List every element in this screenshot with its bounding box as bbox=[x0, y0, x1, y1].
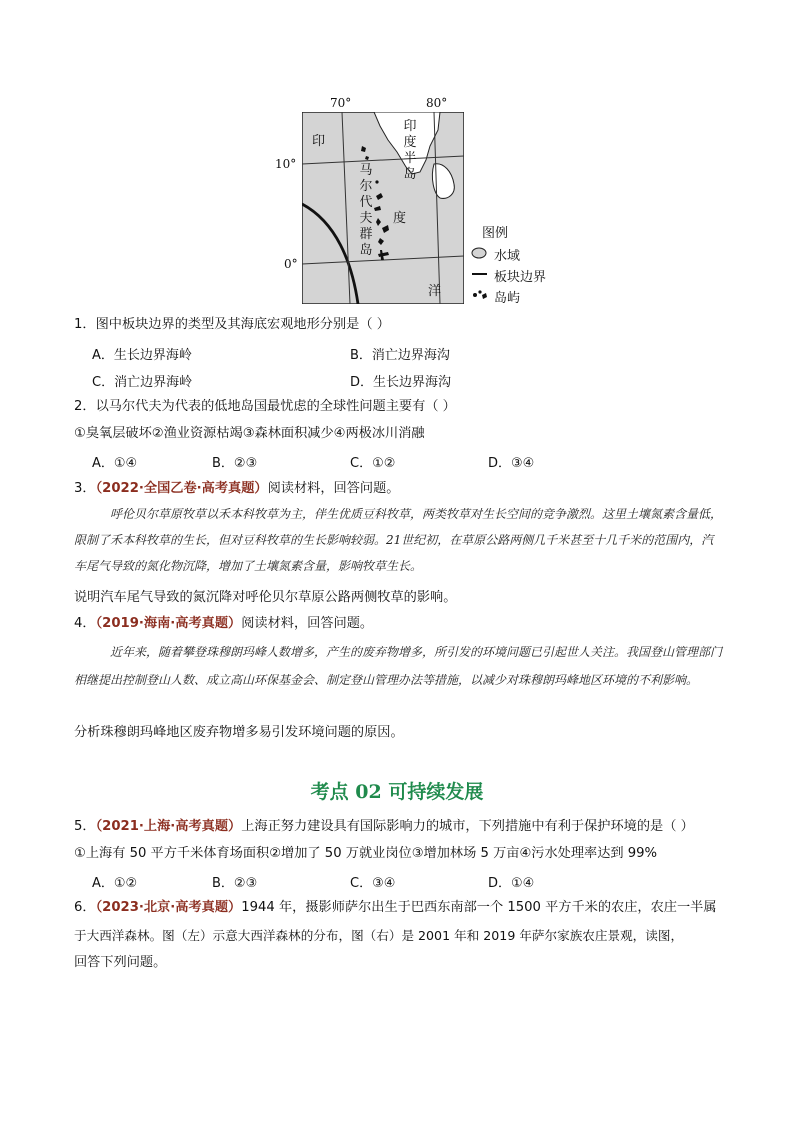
q3-number: 3． bbox=[74, 481, 96, 496]
section-title: 考点 02 可持续发展 bbox=[310, 781, 484, 803]
q6-line3: 回答下列问题。 bbox=[74, 955, 167, 970]
legend-symbols bbox=[470, 245, 490, 305]
lon-label-70: 70° bbox=[330, 96, 352, 110]
map-label-yin: 印 bbox=[312, 134, 326, 149]
q6-line2: 于大西洋森林。图（左）示意大西洋森林的分布，图（右）是 2001 年和 2019 年萨尔家族农庄景观，读图， bbox=[74, 928, 684, 943]
q2-option-d: D．③④ bbox=[488, 456, 535, 471]
q4-instruction: 阅读材料，回答问题。 bbox=[241, 616, 374, 631]
q5-option-d: D．①④ bbox=[488, 876, 535, 891]
map-label-yang: 洋 bbox=[428, 284, 442, 299]
lat-label-10: 10° bbox=[275, 157, 297, 171]
q5-option-a: A．①② bbox=[92, 876, 138, 891]
q5-option-c: C．③④ bbox=[350, 876, 396, 891]
q3-header bbox=[74, 480, 399, 498]
q3-instruction: 阅读材料，回答问题。 bbox=[267, 481, 400, 496]
legend-title: 图例 bbox=[482, 226, 509, 241]
q4-source: （2019·海南·高考真题） bbox=[95, 616, 242, 631]
q3-material: 呼伦贝尔草原牧草以禾本科牧草为主，伴生优质豆科牧草，两类牧草对生长空间的竞争激烈。这里土壤氮素含量低，限制了禾本科牧草的生长，但对豆科牧草的生长影响较弱。21世纪初，在草原公路两侧几千米甚至十几千米的范围内，汽车尾气导致的氮化物沉降，增加了土壤氮素含量，影响牧草生长。 bbox=[74, 507, 723, 573]
q5-items: ①上海有 50 平方千米体育场面积②增加了 50 万就业岗位③增加林场 5 万亩④污水处理率达到 99% bbox=[74, 846, 658, 861]
q3-question: 说明汽车尾气导致的氮沉降对呼伦贝尔草原公路两侧牧草的影响。 bbox=[74, 590, 457, 605]
q3-source: （2022·全国乙卷·高考真题） bbox=[95, 481, 268, 496]
q6-line1: 1944 年，摄影师萨尔出生于巴西东南部一个 1500 平方千米的农庄，农庄一半属 bbox=[241, 900, 717, 915]
lat-label-0: 0° bbox=[284, 257, 298, 271]
map-label-du: 度 bbox=[393, 211, 407, 226]
map-label-peninsula: 印度半岛 bbox=[403, 119, 417, 182]
q2-items: ①臭氧层破坏②渔业资源枯竭③森林面积减少④两极冰川消融 bbox=[74, 426, 425, 441]
q5-source: （2021·上海·高考真题） bbox=[95, 819, 242, 834]
q5-number: 5． bbox=[74, 819, 96, 834]
q2-stem: 2．以马尔代夫为代表的低地岛国最忧虑的全球性问题主要有（ ） bbox=[74, 399, 456, 414]
q1-option-c: C．消亡边界海岭 bbox=[92, 375, 193, 390]
q1-option-b: B．消亡边界海沟 bbox=[350, 348, 450, 363]
q6-source: （2023·北京·高考真题） bbox=[95, 900, 242, 915]
q6-number: 6． bbox=[74, 900, 96, 915]
map-label-maldives: 马尔代夫群岛 bbox=[359, 163, 373, 258]
q2-option-b: B．②③ bbox=[212, 456, 258, 471]
legend-plate-boundary: 板块边界 bbox=[494, 270, 547, 285]
q4-material: 近年来，随着攀登珠穆朗玛峰人数增多，产生的废弃物增多，所引发的环境问题已引起世人关注。我国登山管理部门相继提出控制登山人数、成立高山环保基金会、制定登山管理办法等措施，以减少对珠穆朗玛峰地区环境的不利影响。 bbox=[74, 645, 723, 687]
legend-islands: 岛屿 bbox=[494, 291, 521, 306]
q1-option-a: A．生长边界海岭 bbox=[92, 348, 192, 363]
q1-stem: 1．图中板块边界的类型及其海底宏观地形分别是（ ） bbox=[74, 317, 390, 332]
q5-option-b: B．②③ bbox=[212, 876, 258, 891]
legend-water: 水域 bbox=[494, 249, 521, 264]
lon-label-80: 80° bbox=[426, 96, 448, 110]
q5-stem: 上海正努力建设具有国际影响力的城市，下列措施中有利于保护环境的是（ ） bbox=[241, 819, 694, 834]
q2-option-c: C．①② bbox=[350, 456, 396, 471]
q4-number: 4． bbox=[74, 616, 96, 631]
q6-header bbox=[74, 899, 717, 917]
q5-header bbox=[74, 818, 694, 836]
island-legend-icon bbox=[473, 290, 487, 299]
q4-header bbox=[74, 615, 373, 633]
q2-option-a: A．①④ bbox=[92, 456, 138, 471]
q4-question: 分析珠穆朗玛峰地区废弃物增多易引发环境问题的原因。 bbox=[74, 725, 404, 740]
map-frame bbox=[302, 112, 464, 304]
q1-option-d: D．生长边界海沟 bbox=[350, 375, 452, 390]
water-legend-icon bbox=[472, 248, 486, 258]
